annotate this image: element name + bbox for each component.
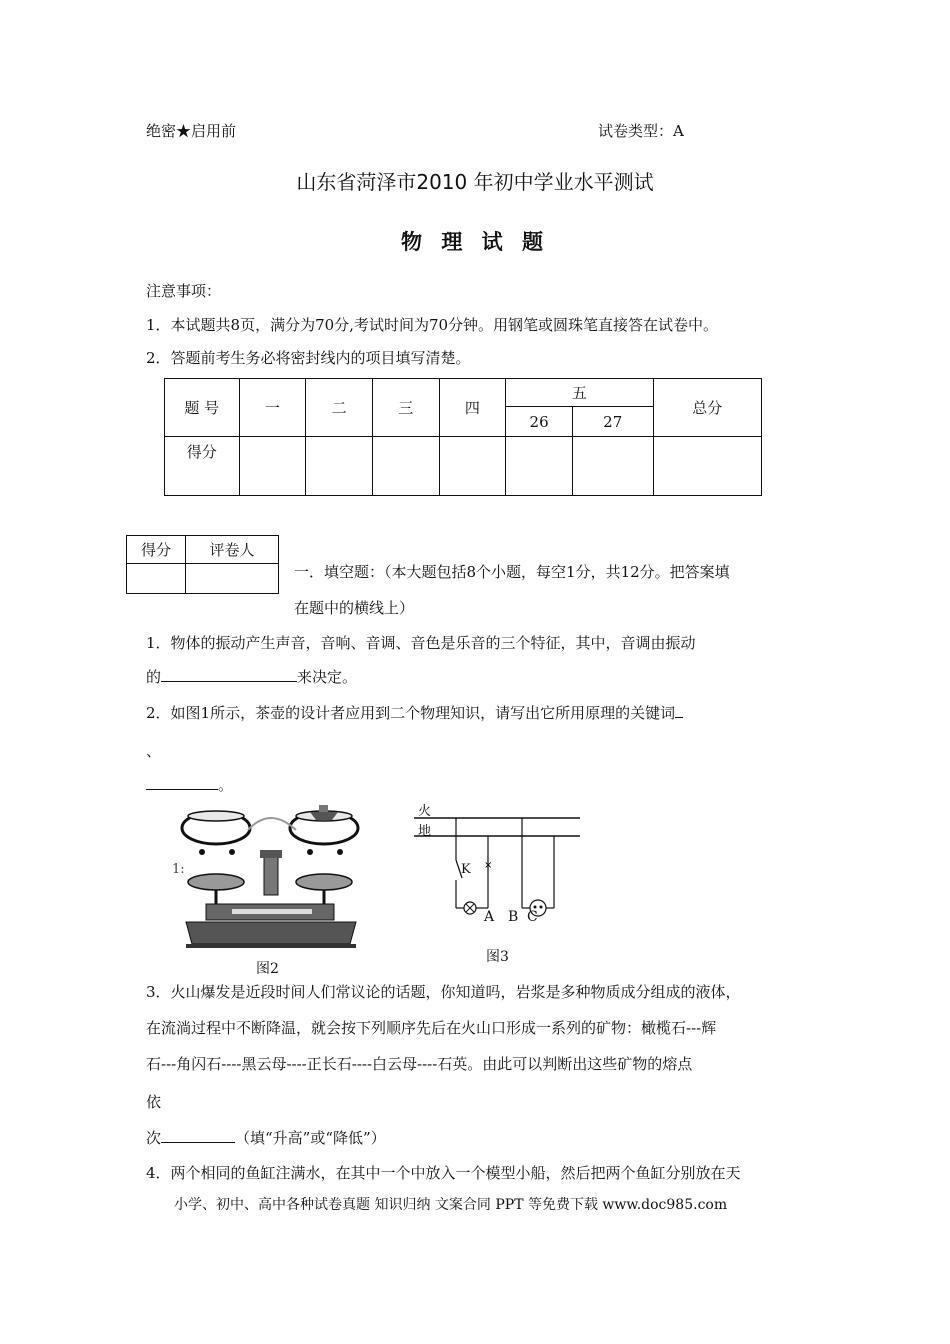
question-1-text: 的 xyxy=(146,668,162,686)
score-table-header: 四 xyxy=(439,379,506,437)
question-3-line: 石---角闪石----黑云母----正长石----白云母----石英。由此可以判断出这些矿物的熔点 xyxy=(146,1055,693,1073)
question-1-line xyxy=(146,666,357,687)
question-3-text: 次 xyxy=(146,1129,162,1147)
notes-item: 1．本试题共8页，满分为70分,考试时间为70分钟。用钢笔或圆珠笔直接答在试卷中。 xyxy=(146,316,719,334)
question-2-text: 。 xyxy=(218,776,234,794)
figure-3-point-label: A xyxy=(484,909,495,925)
question-3-text: （填“升高”或“降低”） xyxy=(235,1129,386,1147)
score-cell xyxy=(372,437,439,496)
question-3-line: 在流淌过程中不断降温，就会按下列顺序先后在火山口形成一系列的矿物：橄榄石---辉 xyxy=(146,1019,717,1037)
question-3-line: 3．火山爆发是近段时间人们常议论的话题，你知道吗，岩浆是多种物质成分组成的液体， xyxy=(146,983,741,1001)
grader-cell xyxy=(186,564,279,594)
question-2-line xyxy=(146,702,683,723)
figure-3-switch-label: K xyxy=(461,862,471,877)
grader-box xyxy=(126,535,279,594)
question-4-line: 4．两个相同的鱼缸注满水，在其中一个中放入一个模型小船，然后把两个鱼缸分别放在天 xyxy=(146,1164,741,1182)
score-cell xyxy=(239,437,306,496)
score-table-header: 总分 xyxy=(653,379,761,437)
figure-3-point-label: B xyxy=(508,909,519,925)
question-3-line xyxy=(146,1127,386,1148)
question-1-text: 来决定。 xyxy=(297,668,358,686)
score-table-row-label: 得分 xyxy=(165,437,240,496)
section-title: 一．填空题：（本大题包括8个小题，每空1分，共12分。把答案填 xyxy=(294,563,730,581)
figure-3-circuit xyxy=(414,800,584,940)
answer-blank[interactable] xyxy=(146,788,218,790)
page-footer: 小学、初中、高中各种试卷真题 知识归纳 文案合同 PPT 等免费下载 www.doc985.com xyxy=(174,1197,728,1213)
score-table-header: 五 xyxy=(506,379,653,407)
figure-3-caption: 图3 xyxy=(486,949,509,965)
grader-cell xyxy=(127,564,186,594)
notes-heading: 注意事项： xyxy=(146,282,222,300)
question-2-separator: 、 xyxy=(146,742,162,760)
score-table-header: 三 xyxy=(372,379,439,437)
score-table-header: 一 xyxy=(239,379,306,437)
figure-2-side-mark: 1: xyxy=(172,862,185,877)
answer-blank[interactable] xyxy=(161,1141,235,1143)
header-right: 试卷类型：A xyxy=(598,122,684,140)
score-table-subheader: 26 xyxy=(506,407,573,437)
score-table-header: 题 号 xyxy=(165,379,240,437)
score-table xyxy=(164,378,762,496)
score-cell xyxy=(439,437,506,496)
header-left: 绝密★启用前 xyxy=(146,122,237,140)
question-2-text: 2．如图1所示，茶壶的设计者应用到二个物理知识，请写出它所用原理的关键词 xyxy=(146,704,676,722)
answer-blank[interactable] xyxy=(161,680,297,682)
figure-2-caption: 图2 xyxy=(256,961,279,977)
grader-header: 评卷人 xyxy=(186,536,279,564)
score-cell xyxy=(572,437,653,496)
svg-text:×: × xyxy=(484,860,493,871)
figure-3-ground-label: 地 xyxy=(418,824,432,839)
answer-blank[interactable] xyxy=(675,716,683,718)
figure-2-balance xyxy=(172,800,372,960)
notes-item: 2．答题前考生务必将密封线内的项目填写清楚。 xyxy=(146,349,471,367)
question-2-line xyxy=(146,774,233,795)
figure-3-point-label: C xyxy=(527,909,538,925)
grader-header: 得分 xyxy=(127,536,186,564)
score-cell xyxy=(506,437,573,496)
page-subtitle: 物 理 试 题 xyxy=(401,230,549,254)
figure-3-live-label: 火 xyxy=(418,804,432,819)
score-table-subheader: 27 xyxy=(572,407,653,437)
score-cell xyxy=(306,437,373,496)
question-1-line: 1．物体的振动产生声音，音响、音调、音色是乐音的三个特征，其中，音调由振动 xyxy=(146,634,696,652)
question-3-line: 依 xyxy=(146,1093,162,1111)
page-title: 山东省菏泽市2010 年初中学业水平测试 xyxy=(296,170,654,194)
score-cell xyxy=(653,437,761,496)
section-title-cont: 在题中的横线上） xyxy=(294,599,415,617)
score-table-header: 二 xyxy=(306,379,373,437)
